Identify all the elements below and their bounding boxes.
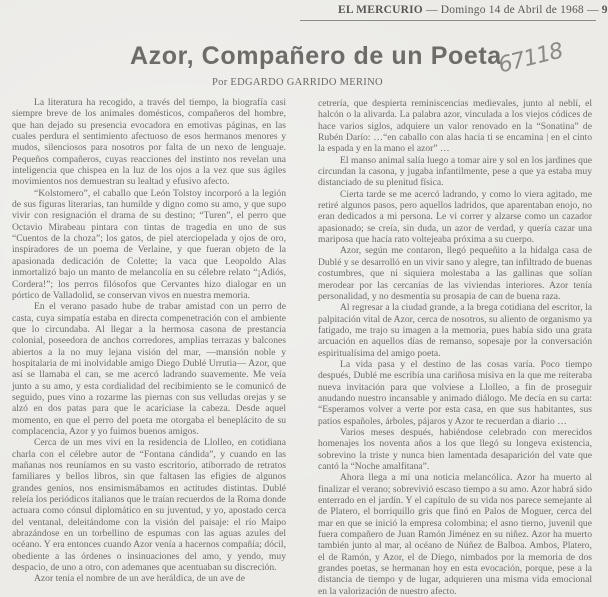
paragraph: Cerca de un mes viví en la residencia de Llolleo, en cotidiana charla con el célebre autor de “Fontana cándida”, y cuando en las mañanas nos reuníamos en su vasto escritorio, atiborrado de retratos familiares y bellos libros, sin que faltasen las efigies de algunos grandes genios, nos ensimismábamos en actitudes distintas. Dublé releía los periódicos italianos que le traían recuerdos de la Roma donde actuara como cónsul diplomático en su juventud, y yo, apostado cerca del ventanal, deleitándome con la visión del paisaje: el río Maipo abrazándose en un torbellino de espumas con las aguas azules del océano. Y era entonces cuando Azor venía a hacernos compañía; dócil, obediente a las órdenes o insinuaciones del amo, y yendo, muy despacio, de uno a otro, con ademanes que acentuaban su discreción. bbox=[12, 437, 286, 574]
paragraph: Cierta tarde se me acercó ladrando, y como lo viera agitado, me retiré algunos pasos, pero aquellos ladridos, que aparentaban enojo, no eran dedicados a mi persona. Le vi correr y alzarse como un cazador apasionado; se creía, sin duda, un azor de verdad, y quería cazar una mariposa que hacía rato voltejeaba próxima a su cuerpo. bbox=[318, 188, 592, 246]
paragraph: cetrería, que despierta reminiscencias medievales, junto al neblí, el halcón o la alivarda. La palabra azor, vinculada a los viejos códices de hace varios siglos, adquiere un valor renovado en la “Sonatina” de Rubén Darío: …“en caballo con alas hacia ti se encamina | en el cinto la espada y en la mano el azor” … bbox=[318, 98, 592, 155]
masthead-rule bbox=[300, 20, 596, 21]
article-title: Azor, Compañero de un Poeta bbox=[130, 42, 502, 70]
dateline: — Domingo 14 de Abril de 1968 — bbox=[426, 4, 599, 16]
paragraph: “Kolstomero”, el caballo que León Tolstoy incorporó a la legión de sus figuras literarias, tan humilde y digno como su amo, y que supo vivir con resignación el drama de su destino; “Turen”, el perro que Octavio Mirabeau pintara con tintas de tragedia en uno de sus “Cuentos de la choza”; los gatos, de piel aterciopelada y ojos de oro, inspiradores de un poema de Verlaine, y que fueran objeto de la apasionada dedicación de Colette; la vaca que Leopoldo Alas inmortalizó bajo un manto de melancolía en su célebre relato “¡Adiós, Cordera!”; los perros filósofos que Cervantes hizo dialogar en un pórtico de Valladolid, se conservan vivos en nuestra memoria. bbox=[12, 187, 286, 301]
left-column bbox=[12, 97, 286, 585]
page-number: 9 bbox=[601, 4, 608, 16]
paragraph: En el verano pasado hube de trabar amistad con un perro de casta, cuya simpatía estaba en directa compenetración con el ambiente que lo circundaba. Al llegar a la hermosa casona de prestancia colonial, poseedora de anchos corredores, amplias terrazas y balcones abiertos a la no muy lejana visión del mar, —mansión noble y hospitalaria de mi inolvidable amigo Diego Dublé Urrutia— Azor, que así se llamaba el can, se me acercó ladrando suavemente. Me veía junto a su amo, y esta cordialidad del recibimiento se le comunicó de seguido, pues vino a rozarme las piernas con sus velludas orejas y se alzó en dos patas para que le acariciase la cabeza. Desde aquel momento, en que el perro del poeta me otorgaba el beneplácito de su complacencia, Azor y yo fuimos buenos amigos. bbox=[12, 301, 286, 437]
publication-name: EL MERCURIO bbox=[338, 4, 423, 16]
byline: Por EDGARDO GARRIDO MERINO bbox=[212, 77, 383, 88]
paragraph: Azor tenía el nombre de un ave heráldica, de un ave de bbox=[34, 573, 245, 585]
paragraph: Ahora llega a mí una noticia melancólica. Azor ha muerto al finalizar el verano; sobrevivió escaso tiempo a su amo. Azor habrá sido enterrado en el jardín. Y el capítulo de su vida nos parece semejante al de Platero, el borriquillo gris que finó en Palos de Moguer, cerca del mar en que se inició la empresa colombina; el asno tierno, juvenil que fuera compañero de Juan Ramón Jiménez en su niñez. Azor ha muerto también junto al mar, al océano de Núñez de Balboa. Ambos, Platero, el de Ramón, y Azor, el de Diego, nimbados por la memoria de dos grandes poetas, se hermanan hoy en esta evocación, porque, pese a la distancia de tiempo y de lugar, adquieren una misma vida emocional en la valorización de nuestro afecto. bbox=[318, 472, 592, 597]
paragraph: Varios meses después, habiéndose celebrado con merecidos homenajes los noventa años a los que llegó su longeva existencia, sobrevino la triste y nunca bien lamentada desaparición del vate que cantó la “Noche amalfitana”. bbox=[318, 426, 592, 472]
paragraph: Al regresar a la ciudad grande, a la brega cotidiana del escritor, la palpitación vital de Azor, cerca de nosotros, su aliento de organismo ya fatigado, me trajo su imagen a la memoria, pues había sido una grata arcuación en aquellos días de remanso, sopesaje por la conversación espiritualísima del amigo poeta. bbox=[318, 302, 592, 359]
paragraph: La literatura ha recogido, a través del tiempo, la biografía casi siempre breve de los animales domésticos, compañeros del hombre, que han dejado su presencia evocadora en emotivas páginas, en las cuales perdura el sentimiento afectuoso de esos hermanos menores y mudos, silenciosos para nosotros por falta de un nexo de lenguaje. Pequeños compañeros, cuyas reacciones del instinto nos revelan una inteligencia que chispea en la luz de los ojos a la vez que sus ágiles movimientos nos demuestran su lealtad y efusivo afecto. bbox=[12, 97, 286, 188]
masthead bbox=[338, 4, 608, 16]
paragraph: El manso animal salía luego a tomar aire y sol en los jardines que circundan la casona, y jugaba infantilmente, pese a que ya estaba muy distanciado de su plenitud física. bbox=[318, 154, 592, 189]
paragraph: Azor, según me contaron, llegó pequeñito a la hidalga casa de Dublé y se desarrolló en un vivir sano y alegre, tan infiltrado de buenas costumbres, que ni siquiera molestaba a las gallinas que solían merodear por las cercanías de las viviendas interiores. Azor tenía personalidad, y no desmentía su prosapia de can de buena raza. bbox=[318, 245, 592, 302]
right-column bbox=[318, 98, 592, 597]
handwritten-annotation: 67118 bbox=[495, 38, 566, 79]
paragraph: La vida pasa y el destino de las cosas varía. Poco tiempo después, Dublé me escribía una cariñosa misiva en la que me reiteraba nueva invitación para que volviese a Llolleo, a fin de proseguir anudando nuestro incansable y animado diálogo. Me decía en su carta: “Esperamos volver a verte por esta casa, en que sus habitantes, sus patios españoles, árboles, pájaros y Azor te recuerdan a diario … bbox=[318, 358, 592, 427]
